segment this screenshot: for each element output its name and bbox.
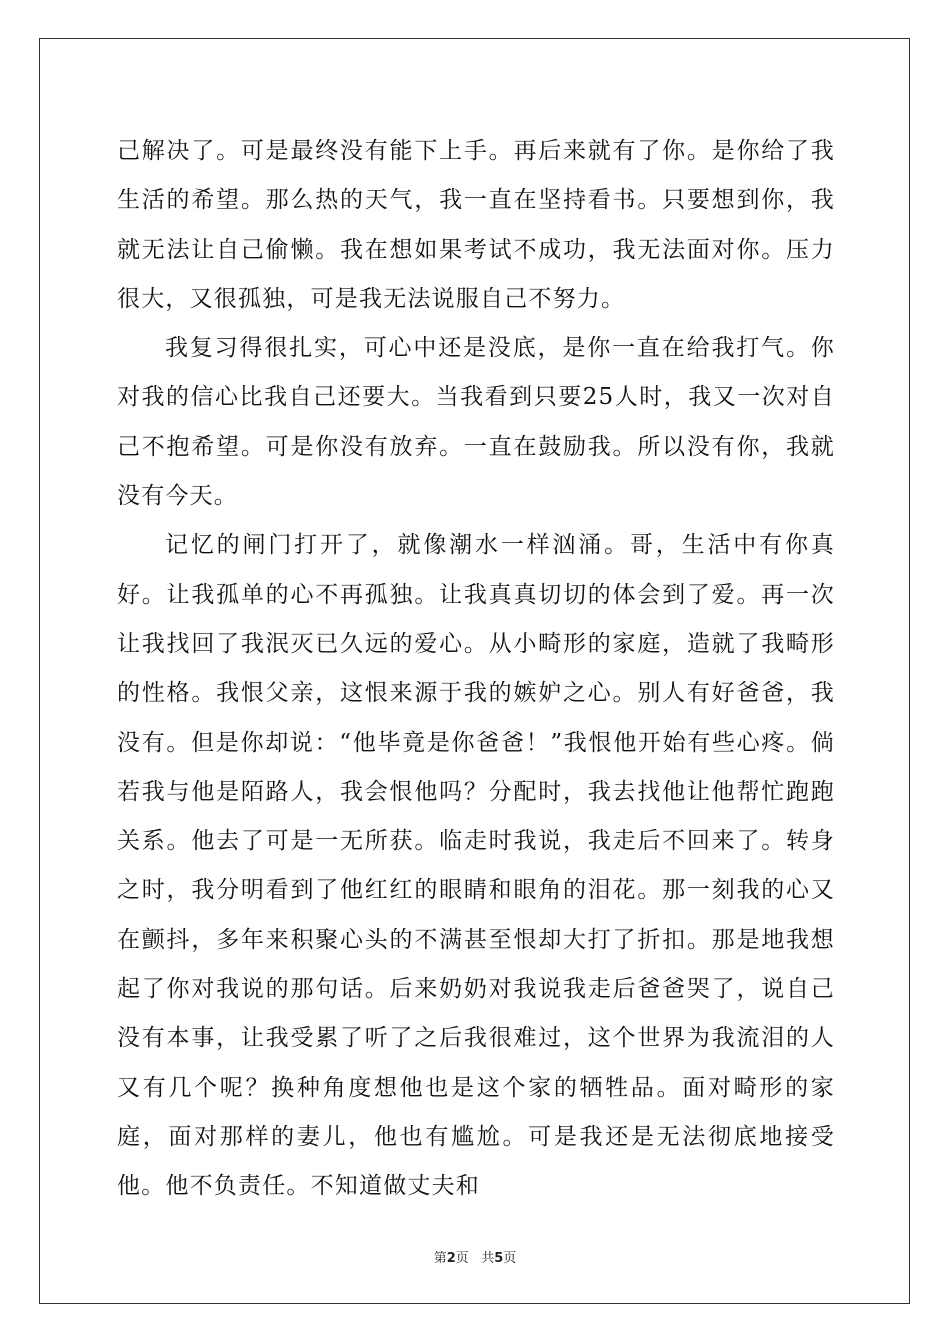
total-prefix: 共 xyxy=(481,1251,495,1266)
paragraph-3: 记忆的闸门打开了，就像潮水一样汹涌。哥，生活中有你真好。让我孤单的心不再孤独。让我真真切切的体会到了爱。再一次让我找回了我泯灭已久远的爱心。从小畸形的家庭，造就了我畸形的性格。我恨父亲，这恨来源于我的嫉妒之心。别人有好爸爸，我没有。但是你却说：“他毕竟是你爸爸！”我恨他开始有些心疼。倘若我与他是陌路人，我会恨他吗？分配时，我去找他让他帮忙跑跑关系。他去了可是一无所获。临走时我说，我走后不回来了。转身之时，我分明看到了他红红的眼睛和眼角的泪花。那一刻我的心又在颤抖，多年来积聚心头的不满甚至恨却大打了折扣。那是地我想起了你对我说的那句话。后来奶奶对我说我走后爸爸哭了，说自己没有本事，让我受累了听了之后我很难过，这个世界为我流泪的人又有几个呢？换种角度想他也是这个家的牺牲品。面对畸形的家庭，面对那样的妻儿，他也有尴尬。可是我还是无法彻底地接受他。他不负责任。不知道做丈夫和 xyxy=(117,532,835,1200)
current-page-number: 2 xyxy=(446,1251,456,1266)
paragraph-2: 我复习得很扎实，可心中还是没底，是你一直在给我打气。你对我的信心比我自己还要大。当我看到只要25人时，我又一次对自己不抱希望。可是你没有放弃。一直在鼓励我。所以没有你，我就没有今天。 xyxy=(117,335,835,510)
total-suffix: 页 xyxy=(503,1251,517,1266)
page-suffix: 页 xyxy=(455,1251,469,1266)
document-body xyxy=(117,127,835,1212)
page-prefix: 第 xyxy=(433,1251,447,1266)
page-footer xyxy=(0,1247,950,1266)
total-pages-number: 5 xyxy=(494,1251,504,1266)
paragraph-1: 己解决了。可是最终没有能下上手。再后来就有了你。是你给了我生活的希望。那么热的天气，我一直在坚持看书。只要想到你，我就无法让自己偷懒。我在想如果考试不成功，我无法面对你。压力很大，又很孤独，可是我无法说服自己不努力。 xyxy=(117,138,835,312)
